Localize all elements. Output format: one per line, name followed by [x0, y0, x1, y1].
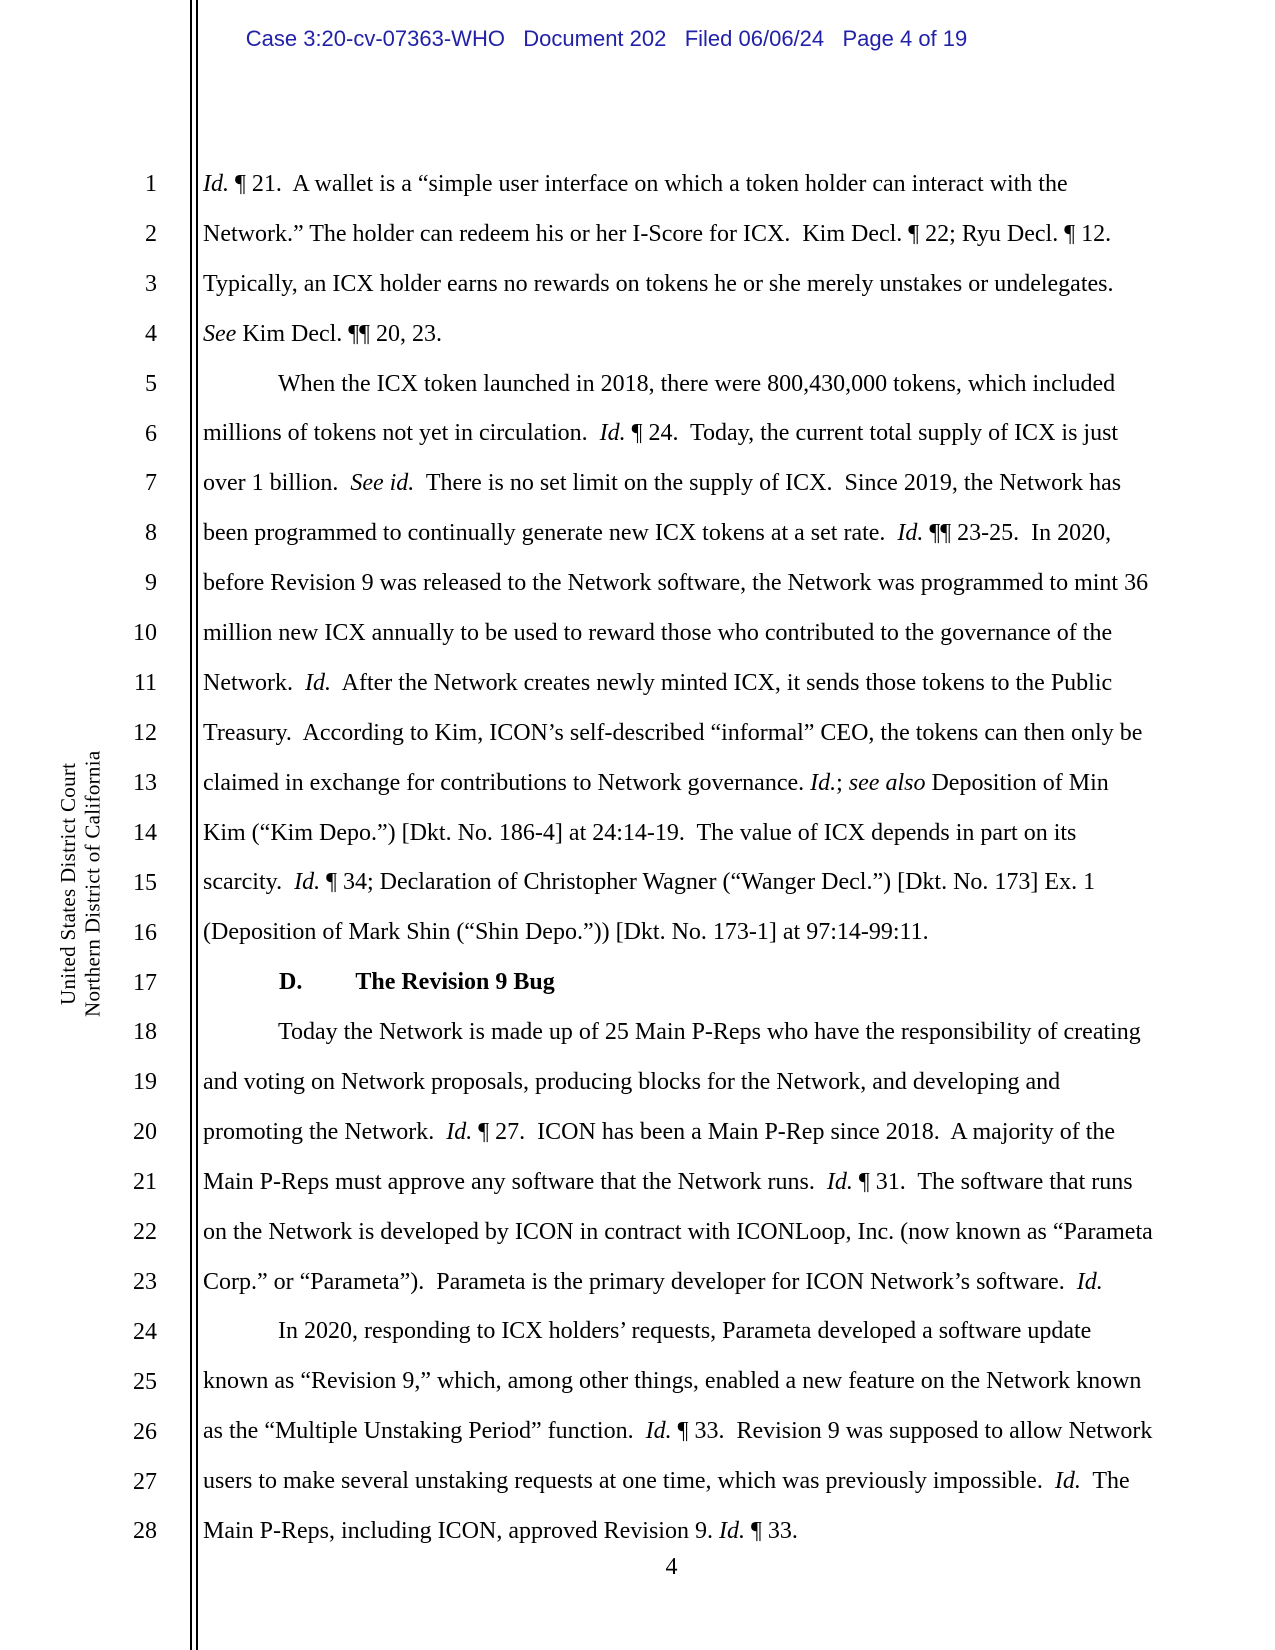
court-name-line1: United States District Court — [56, 762, 80, 1006]
body-line: Treasury. According to Kim, ICON’s self-described “informal” CEO, the tokens can then only be — [203, 719, 1143, 746]
body-line: (Deposition of Mark Shin (“Shin Depo.”)) [Dkt. No. 173-1] at 97:14-99:11. — [203, 919, 929, 946]
body-line: Kim (“Kim Depo.”) [Dkt. No. 186-4] at 24:14-19. The value of ICX depends in part on its — [203, 819, 1077, 846]
body-line: before Revision 9 was released to the Network software, the Network was programmed to mint 36 — [203, 570, 1149, 597]
line-numbers — [98, 160, 157, 1557]
line-number: 25 — [133, 1368, 157, 1395]
line-number: 6 — [145, 420, 157, 447]
line-number: 26 — [133, 1418, 157, 1445]
line-number: 24 — [133, 1318, 157, 1345]
body-line: and voting on Network proposals, producing blocks for the Network, and developing and — [203, 1069, 1061, 1096]
pleading-rule-outer — [190, 0, 192, 1650]
line-number: 17 — [133, 969, 157, 996]
line-number: 22 — [133, 1219, 157, 1246]
case-stamp: Case 3:20-cv-07363-WHO Document 202 Filed 06/06/24 Page 4 of 19 — [245, 26, 968, 51]
court-name-line2: Northern District of California — [80, 750, 105, 1018]
body-line: See Kim Decl. ¶¶ 20, 23. — [203, 320, 443, 347]
body-line: promoting the Network. Id. ¶ 27. ICON has been a Main P-Rep since 2018. A majority of the — [203, 1118, 1116, 1145]
line-number: 8 — [145, 520, 157, 547]
line-number: 2 — [145, 220, 157, 247]
body-line: over 1 billion. See id. There is no set limit on the supply of ICX. Since 2019, the Network has — [203, 470, 1122, 497]
line-number: 14 — [133, 819, 157, 846]
line-number: 20 — [133, 1119, 157, 1146]
line-number: 18 — [133, 1019, 157, 1046]
line-number: 1 — [145, 171, 157, 197]
line-number: 5 — [145, 370, 157, 397]
section-heading: D. The Revision 9 Bug — [279, 969, 555, 996]
line-number: 4 — [145, 320, 157, 347]
body-line: Network.” The holder can redeem his or her I-Score for ICX. Kim Decl. ¶ 22; Ryu Decl. ¶ 12. — [203, 220, 1112, 247]
body-line: Corp.” or “Parameta”). Parameta is the primary developer for ICON Network’s software. Id. — [203, 1268, 1103, 1295]
body-line: Main P-Reps, including ICON, approved Revision 9. Id. ¶ 33. — [203, 1518, 798, 1545]
body-line: million new ICX annually to be used to reward those who contributed to the governance of the — [203, 620, 1113, 647]
body-line: Typically, an ICX holder earns no rewards on tokens he or she merely unstakes or undelegates. — [203, 270, 1114, 297]
body-line: been programmed to continually generate new ICX tokens at a set rate. Id. ¶¶ 23-25. In 2020, — [203, 520, 1112, 547]
line-number: 15 — [133, 869, 157, 896]
body-line: scarcity. Id. ¶ 34; Declaration of Christopher Wagner (“Wanger Decl.”) [Dkt. No. 173] Ex. 1 — [203, 869, 1096, 896]
body-line: claimed in exchange for contributions to Network governance. Id.; see also Deposition of Min — [203, 769, 1109, 796]
page-number: 4 — [665, 1554, 678, 1580]
body-lines — [203, 160, 1163, 1557]
body-line: When the ICX token launched in 2018, there were 800,430,000 tokens, which included — [278, 370, 1116, 397]
line-number: 12 — [133, 719, 157, 746]
line-number: 23 — [133, 1268, 157, 1295]
line-number: 13 — [133, 769, 157, 796]
line-number: 28 — [133, 1518, 157, 1545]
body-line: users to make several unstaking requests at one time, which was previously impossible. Id. The — [203, 1468, 1130, 1495]
body-line: Id. ¶ 21. A wallet is a “simple user interface on which a token holder can interact with the — [203, 171, 1068, 197]
body-line: Main P-Reps must approve any software that the Network runs. Id. ¶ 31. The software that runs — [203, 1168, 1133, 1195]
line-number: 16 — [133, 919, 157, 946]
body-line: on the Network is developed by ICON in contract with ICONLoop, Inc. (now known as “Parameta — [203, 1218, 1153, 1245]
body-line: millions of tokens not yet in circulation. Id. ¶ 24. Today, the current total supply of ICX is just — [203, 420, 1119, 447]
line-number: 10 — [133, 620, 157, 647]
line-number: 7 — [145, 470, 157, 497]
body-line: In 2020, responding to ICX holders’ requests, Parameta developed a software update — [278, 1318, 1092, 1345]
line-number: 3 — [145, 270, 157, 297]
line-number: 19 — [133, 1069, 157, 1096]
line-number: 9 — [145, 570, 157, 597]
line-number: 21 — [133, 1169, 157, 1196]
pleading-rule-inner — [196, 0, 198, 1650]
body-line: as the “Multiple Unstaking Period” function. Id. ¶ 33. Revision 9 was supposed to allow Network — [203, 1418, 1153, 1445]
body-line: known as “Revision 9,” which, among other things, enabled a new feature on the Network known — [203, 1368, 1142, 1395]
body-line: Network. Id. After the Network creates newly minted ICX, it sends those tokens to the Public — [203, 669, 1113, 696]
line-number: 27 — [133, 1468, 157, 1495]
line-number: 11 — [133, 670, 157, 697]
body-line: Today the Network is made up of 25 Main P-Reps who have the responsibility of creating — [278, 1019, 1141, 1046]
